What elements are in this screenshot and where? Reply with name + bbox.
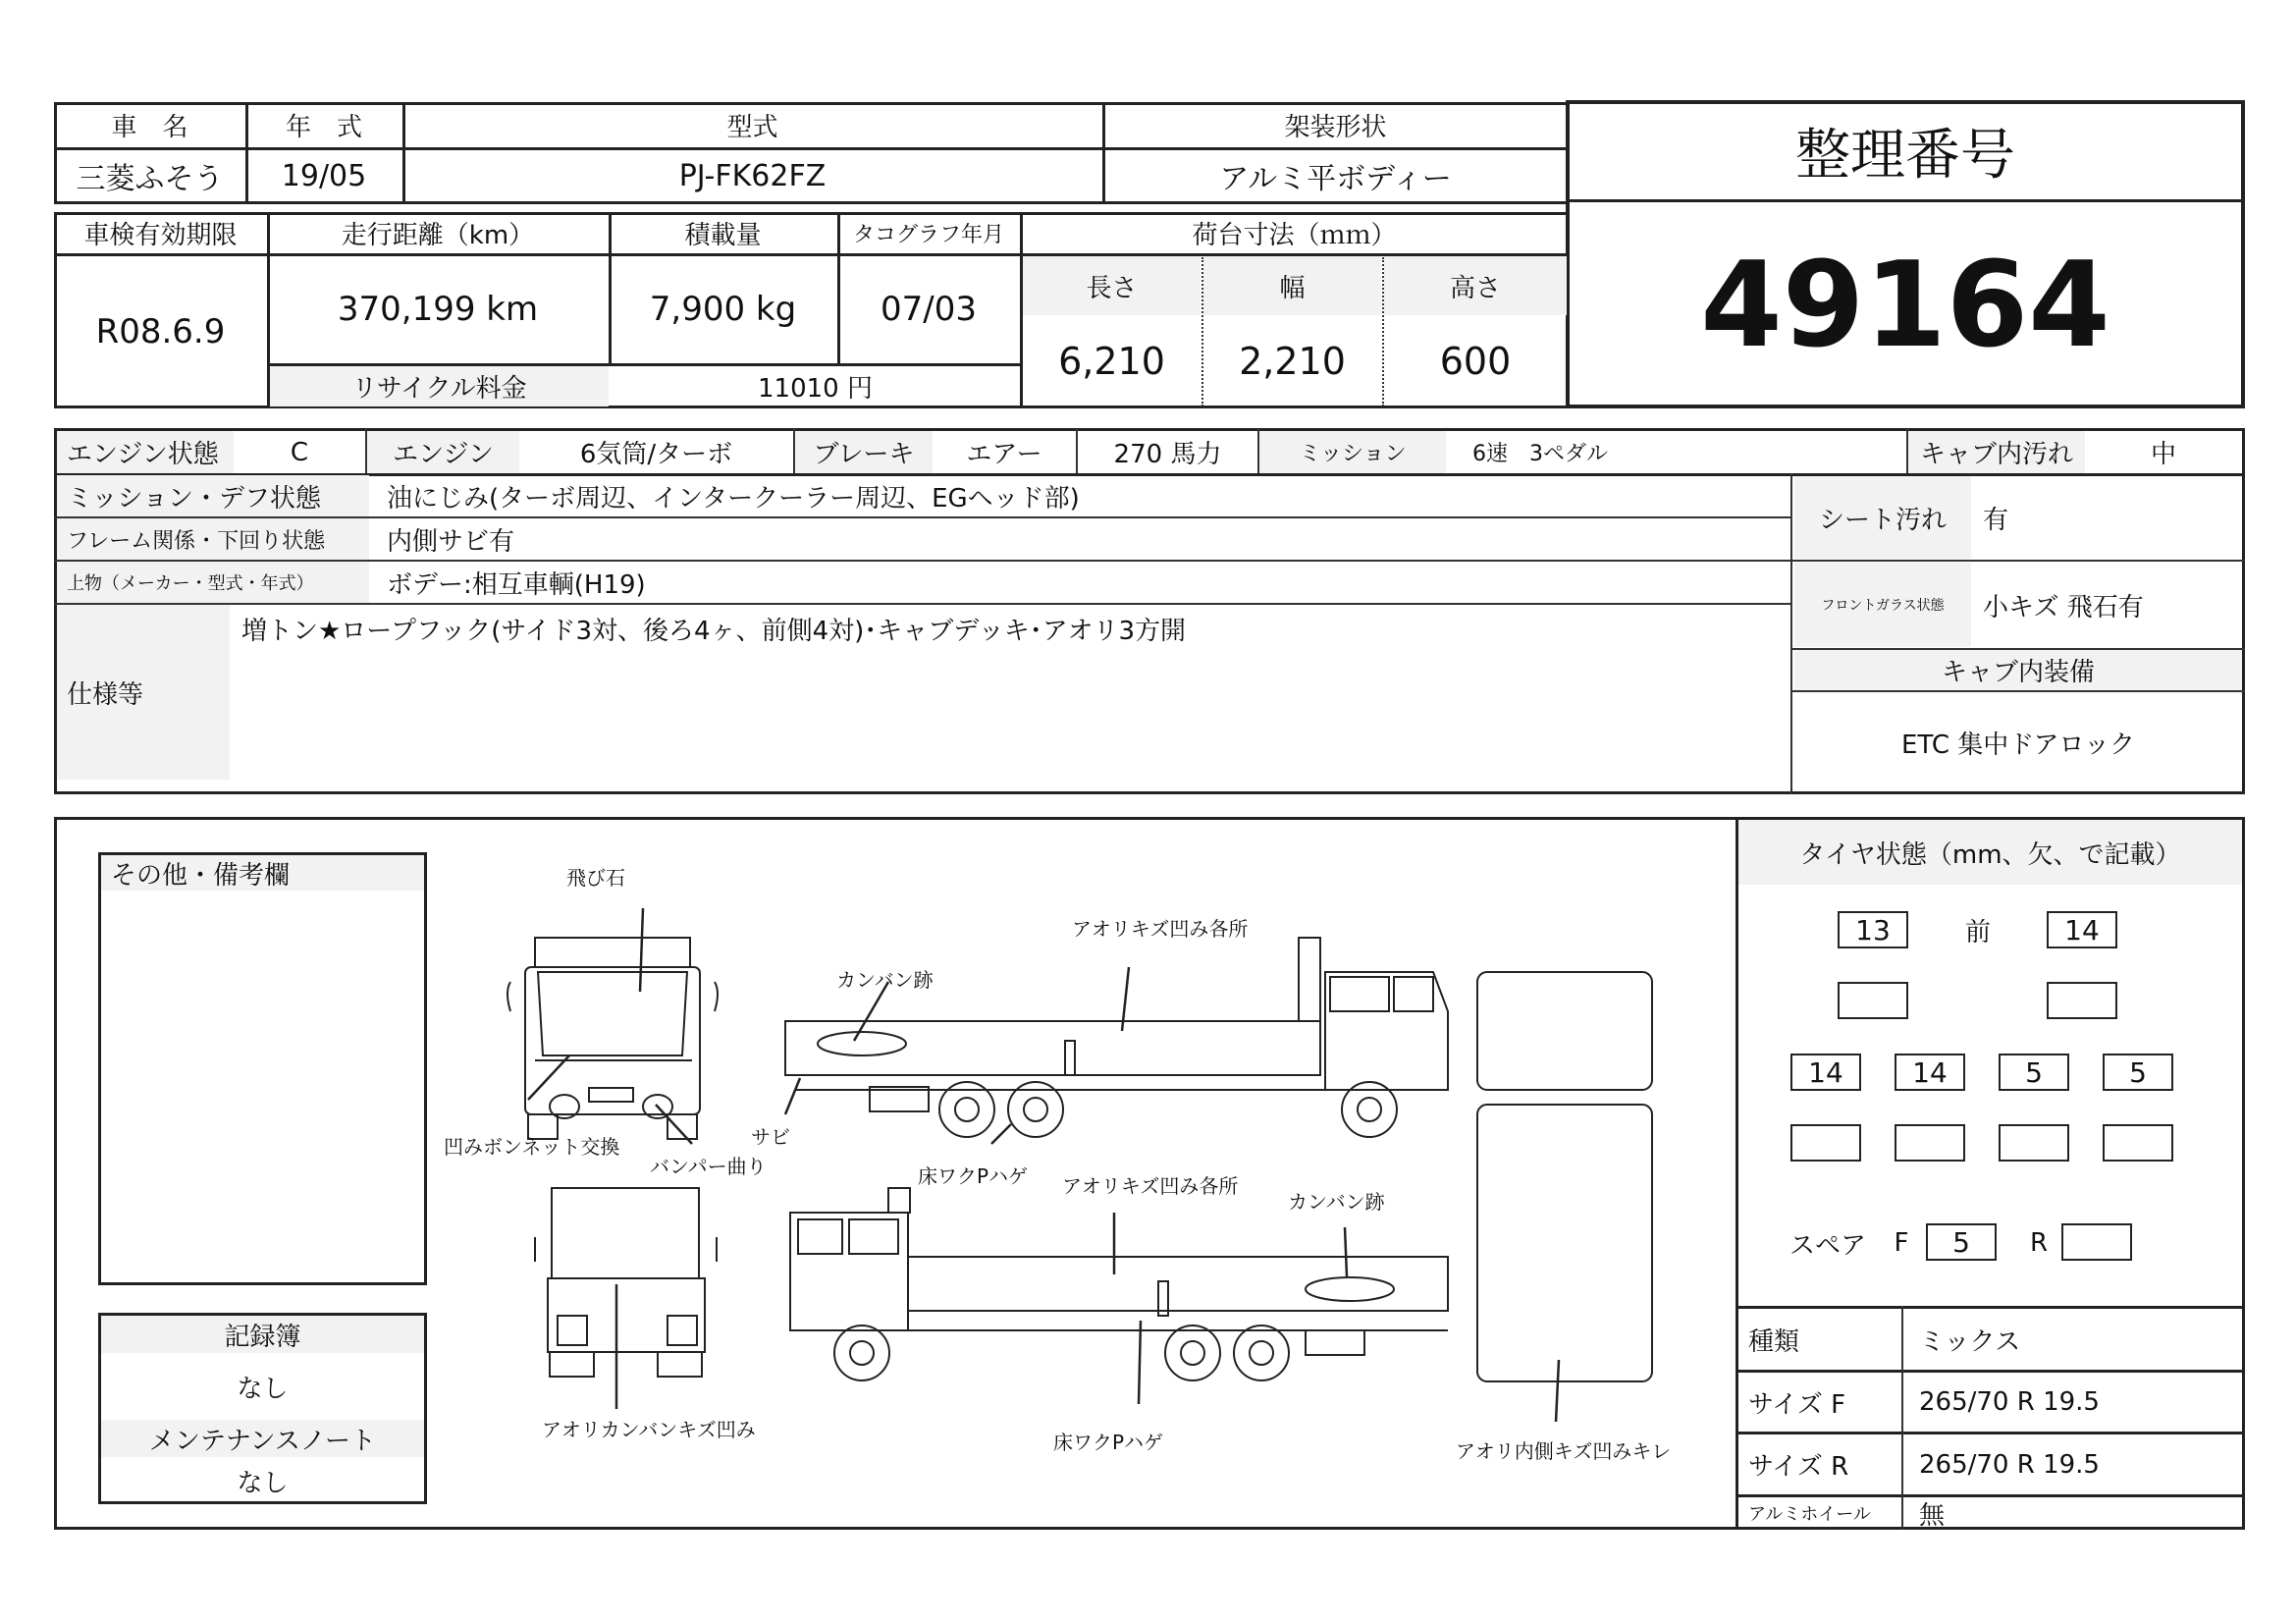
tire-rear-1: 14 <box>1790 1054 1861 1091</box>
body-type-header: 架装形状 <box>1284 112 1387 142</box>
year-value: 19/05 <box>281 158 367 193</box>
year-header: 年 式 <box>285 112 362 142</box>
inspection-value: R08.6.9 <box>95 312 226 352</box>
engine-state-label: エンジン状態 <box>57 431 234 473</box>
width-label: 幅 <box>1203 256 1381 315</box>
tire-size-f-label: サイズ F <box>1748 1389 1846 1420</box>
recycle-label: リサイクル料金 <box>270 366 609 406</box>
length-value: 6,210 <box>1058 340 1165 383</box>
model-header: 型式 <box>726 112 778 142</box>
tire-front-label: 前 <box>1964 917 1991 947</box>
cab-dirt-value: 中 <box>2150 440 2176 469</box>
body-maker-label: 上物（メーカー・型式・年式） <box>57 562 369 603</box>
remarks-box <box>98 852 427 1285</box>
mileage-value: 370,199 km <box>337 290 539 329</box>
width-value: 2,210 <box>1239 340 1346 383</box>
alloy-wheel-label: アルミホイール <box>1748 1504 1871 1525</box>
inspection-label: 車検有効期限 <box>83 220 238 250</box>
tire-title: タイヤ状態（mm、欠、で記載） <box>1738 820 2242 885</box>
tire-rear-8 <box>2103 1124 2173 1162</box>
tire-front-right-inner <box>2047 982 2117 1019</box>
note-floor-paint-left: 床ワクPハゲ <box>1053 1431 1164 1454</box>
height-value: 600 <box>1439 340 1512 383</box>
spare-f-label: F <box>1894 1228 1909 1258</box>
tire-front-left: 13 <box>1838 911 1908 948</box>
engine-label: エンジン <box>367 431 519 473</box>
note-bumper-bend: バンパー曲り <box>650 1155 767 1178</box>
note-rust: サビ <box>751 1125 790 1149</box>
spare-f-value: 5 <box>1926 1223 1997 1261</box>
engine-state-value: C <box>290 437 309 467</box>
load-value: 7,900 kg <box>649 290 797 329</box>
cab-equip-label: キャブ内装備 <box>1794 650 2242 690</box>
note-side-damage-left: アオリキズ凹み各所 <box>1062 1174 1239 1198</box>
car-name-value: 三菱ふそう <box>76 162 224 196</box>
load-label: 積載量 <box>684 220 762 250</box>
record-book-value: なし <box>237 1374 289 1404</box>
note-side-damage-right: アオリキズ凹み各所 <box>1072 917 1249 941</box>
maintenance-value: なし <box>237 1468 289 1498</box>
note-sign-mark-left: カンバン跡 <box>1288 1190 1385 1214</box>
seat-dirt-label: シート汚れ <box>1794 476 1971 559</box>
recycle-value: 11010 円 <box>758 374 873 404</box>
maintenance-label: メンテナンスノート <box>101 1420 424 1457</box>
tire-rear-7 <box>1999 1124 2069 1162</box>
brake-value: エアー <box>966 440 1042 469</box>
frame-value: 内側サビ有 <box>387 526 515 557</box>
ref-number-value: 49164 <box>1700 237 2110 374</box>
bed-size-label: 荷台寸法（ｍｍ） <box>1192 220 1397 250</box>
mission-value: 6速 3ペダル <box>1472 442 1608 466</box>
brake-label: ブレーキ <box>795 431 933 473</box>
record-book-label: 記録簿 <box>101 1316 424 1353</box>
note-sign-mark-right: カンバン跡 <box>836 968 934 992</box>
car-name-header: 車 名 <box>111 112 188 142</box>
spec-value: 増トン★ロープフック(サイド3対、後ろ4ヶ、前側4対)･キャブデッキ･アオリ3方開 <box>241 616 1187 646</box>
body-type-value: アルミ平ボディー <box>1219 162 1452 196</box>
spare-r-label: R <box>2029 1228 2049 1258</box>
note-flying-stone: 飛び石 <box>566 866 625 890</box>
note-rear-gate-damage: アオリカンバンキズ凹み <box>542 1418 756 1441</box>
tire-size-r-label: サイズ R <box>1748 1452 1849 1482</box>
cab-dirt-label: キャブ内汚れ <box>1908 431 2085 473</box>
tire-type-label: 種類 <box>1748 1326 1800 1357</box>
alloy-wheel-value: 無 <box>1919 1500 1946 1531</box>
tire-rear-5 <box>1790 1124 1861 1162</box>
body-maker-value: ボデー:相互車輌(H19) <box>387 569 646 600</box>
tire-front-left-inner <box>1838 982 1908 1019</box>
tacho-value: 07/03 <box>881 290 977 329</box>
seat-dirt-value: 有 <box>1983 505 2009 535</box>
mission-label: ミッション <box>1259 431 1446 473</box>
note-gate-inner-damage: アオリ内側キズ凹みキレ <box>1456 1439 1672 1463</box>
spare-r-value <box>2061 1223 2132 1261</box>
height-label: 高さ <box>1384 256 1567 315</box>
windshield-label: フロントガラス状態 <box>1794 563 1971 647</box>
cab-equip-value: ETC 集中ドアロック <box>1901 730 2135 760</box>
tire-size-r-value: 265/70 R 19.5 <box>1919 1449 2100 1480</box>
engine-value: 6気筒/ターボ <box>579 440 733 469</box>
note-floor-paint-right: 床ワクPハゲ <box>918 1164 1029 1188</box>
tacho-label: タコグラフ年月 <box>852 222 1004 247</box>
horsepower-value: 270 馬力 <box>1113 440 1222 469</box>
ref-number-label: 整理番号 <box>1795 124 2015 188</box>
remarks-label: その他・備考欄 <box>101 855 424 891</box>
spec-label: 仕様等 <box>57 605 230 780</box>
spare-label: スペア <box>1789 1230 1866 1261</box>
note-bonnet-dent: 凹みボンネット交換 <box>444 1135 620 1159</box>
tire-rear-6 <box>1895 1124 1965 1162</box>
tire-size-f-value: 265/70 R 19.5 <box>1919 1387 2100 1417</box>
tire-rear-2: 14 <box>1895 1054 1965 1091</box>
mission-diff-value: 油にじみ(ターボ周辺、インタークーラー周辺、EGヘッド部) <box>387 483 1080 514</box>
windshield-value: 小キズ 飛石有 <box>1983 592 2144 622</box>
tire-front-right: 14 <box>2047 911 2117 948</box>
mileage-label: 走行距離（km） <box>341 220 535 250</box>
model-value: PJ-FK62FZ <box>678 158 827 193</box>
tire-rear-3: 5 <box>1999 1054 2069 1091</box>
tire-type-value: ミックス <box>1919 1326 2021 1357</box>
frame-label: フレーム関係・下回り状態 <box>57 518 369 560</box>
mission-diff-label: ミッション・デフ状態 <box>57 475 369 516</box>
length-label: 長さ <box>1023 256 1201 315</box>
tire-rear-4: 5 <box>2103 1054 2173 1091</box>
